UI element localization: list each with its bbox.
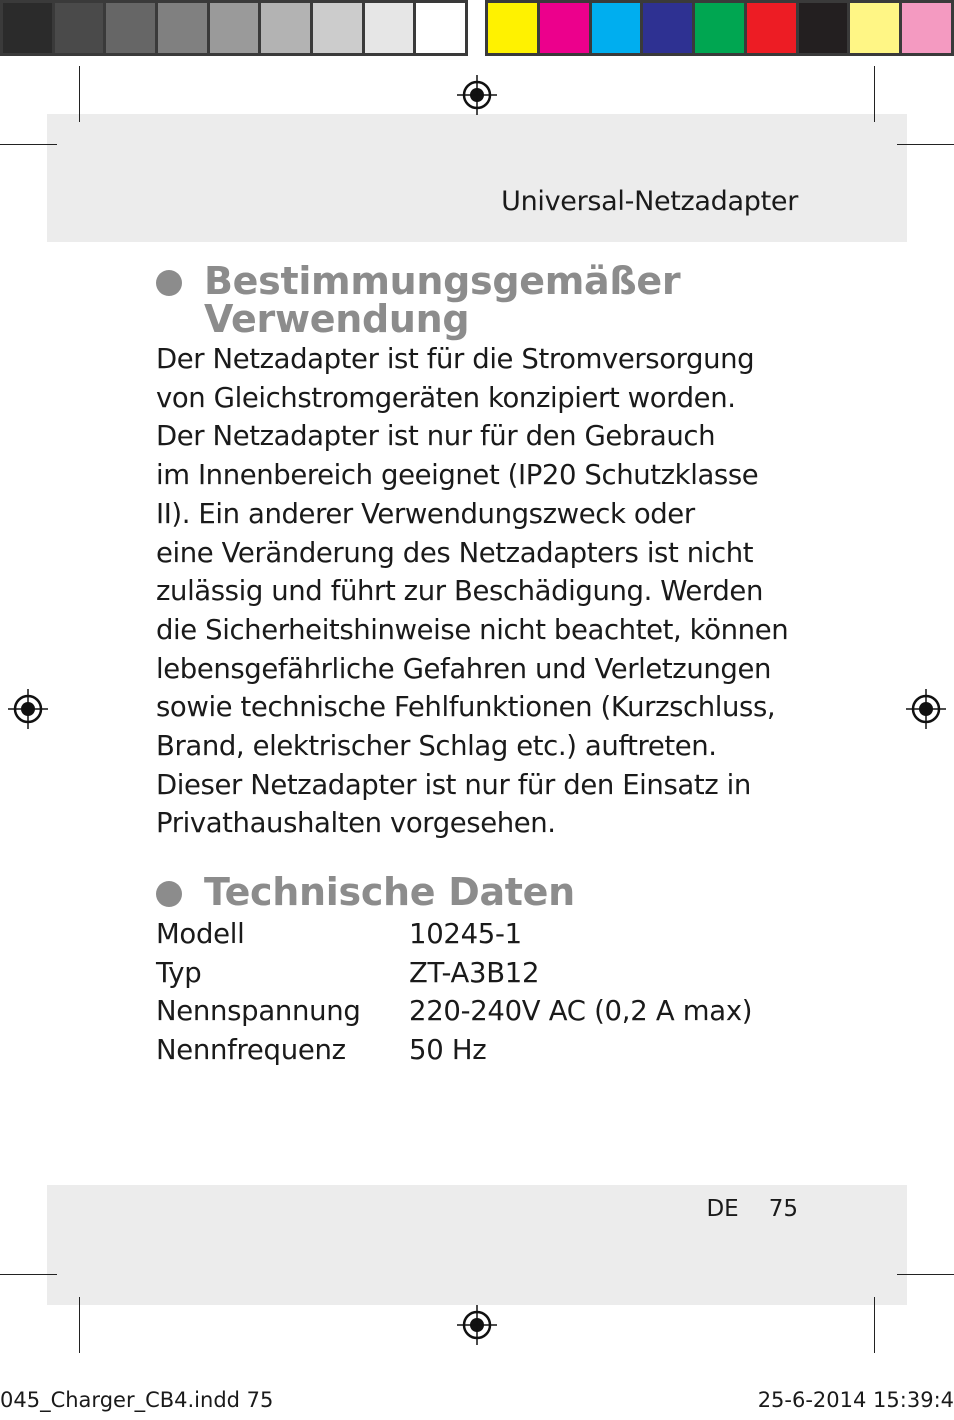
color-calibration-bar (485, 0, 954, 56)
gray-swatch (261, 3, 310, 53)
crop-mark (79, 1297, 80, 1353)
registration-mark-icon (457, 75, 497, 115)
crop-mark (874, 1297, 875, 1353)
crop-mark (0, 1274, 57, 1275)
body-line: Brand, elektrischer Schlag etc.) auftreten. (156, 730, 717, 763)
crop-mark (897, 144, 954, 145)
body-line: zulässig und führt zur Beschädigung. Werden (156, 575, 763, 608)
running-head: Universal-Netzadapter (501, 186, 798, 217)
body-line: lebensgefährliche Gefahren und Verletzungen (156, 652, 772, 685)
color-swatch (488, 3, 537, 53)
gray-swatch (158, 3, 207, 53)
header-band (47, 114, 907, 242)
spec-value: 50 Hz (409, 1034, 487, 1067)
gray-swatch (3, 3, 52, 53)
gray-swatch (313, 3, 362, 53)
spec-row (156, 954, 752, 993)
heading-line: Verwendung (204, 297, 470, 341)
spec-value: ZT-A3B12 (409, 956, 540, 989)
color-swatch (747, 3, 796, 53)
spec-row (156, 915, 752, 954)
file-slug: 045_Charger_CB4.indd 75 (0, 1388, 274, 1412)
spec-label: Nennspannung (156, 995, 361, 1028)
spec-label: Modell (156, 918, 245, 950)
body-line: Der Netzadapter ist nur für den Gebrauch (156, 420, 716, 453)
color-swatch (540, 3, 589, 53)
bullet-icon (156, 270, 182, 296)
body-line: Der Netzadapter ist für die Stromversorgung (156, 343, 755, 375)
crop-mark (0, 144, 57, 145)
gray-swatch (106, 3, 155, 53)
section-heading-technical-data (156, 870, 776, 914)
page-footer (706, 1196, 798, 1222)
color-swatch (850, 3, 899, 53)
body-line: die Sicherheitshinweise nicht beachtet, können (156, 613, 789, 646)
spec-label: Nennfrequenz (156, 1034, 346, 1067)
spec-row (156, 1031, 752, 1070)
section-heading-intended-use (156, 259, 776, 341)
registration-mark-icon (8, 689, 48, 729)
gray-calibration-bar (0, 0, 468, 56)
color-swatch (799, 3, 848, 53)
color-swatch (902, 3, 951, 53)
color-swatch (643, 3, 692, 53)
gray-swatch (210, 3, 259, 53)
bullet-icon (156, 881, 182, 907)
spec-value: 10245-1 (409, 918, 522, 950)
spec-table (156, 915, 752, 1070)
color-swatch (695, 3, 744, 53)
crop-mark (897, 1274, 954, 1275)
intended-use-body (156, 340, 796, 843)
color-swatch (592, 3, 641, 53)
heading-line: Technische Daten (204, 870, 575, 914)
body-line: Privathaushalten vorgesehen. (156, 807, 556, 840)
registration-mark-icon (457, 1305, 497, 1345)
body-line: II). Ein anderer Verwendungszweck oder (156, 497, 695, 530)
gray-swatch (55, 3, 104, 53)
body-line: eine Veränderung des Netzadapters ist nicht (156, 536, 754, 569)
spec-label: Typ (156, 956, 202, 989)
gray-swatch (365, 3, 414, 53)
spec-row (156, 992, 752, 1031)
heading-line: Bestimmungsgemäßer (204, 259, 681, 303)
print-timestamp: 25-6-2014 15:39:4 (757, 1388, 954, 1412)
language-code: DE (706, 1196, 739, 1222)
registration-mark-icon (906, 689, 946, 729)
gray-swatch (416, 3, 465, 53)
body-line: Dieser Netzadapter ist nur für den Einsatz in (156, 768, 751, 801)
body-line: im Innenbereich geeignet (IP20 Schutzklasse (156, 459, 759, 492)
crop-mark (79, 66, 80, 122)
page-number: 75 (768, 1196, 798, 1222)
crop-mark (874, 66, 875, 122)
spec-value: 220-240V AC (0,2 A max) (409, 995, 753, 1028)
body-line: von Gleichstromgeräten konzipiert worden. (156, 381, 736, 414)
body-line: sowie technische Fehlfunktionen (Kurzschluss, (156, 691, 776, 724)
